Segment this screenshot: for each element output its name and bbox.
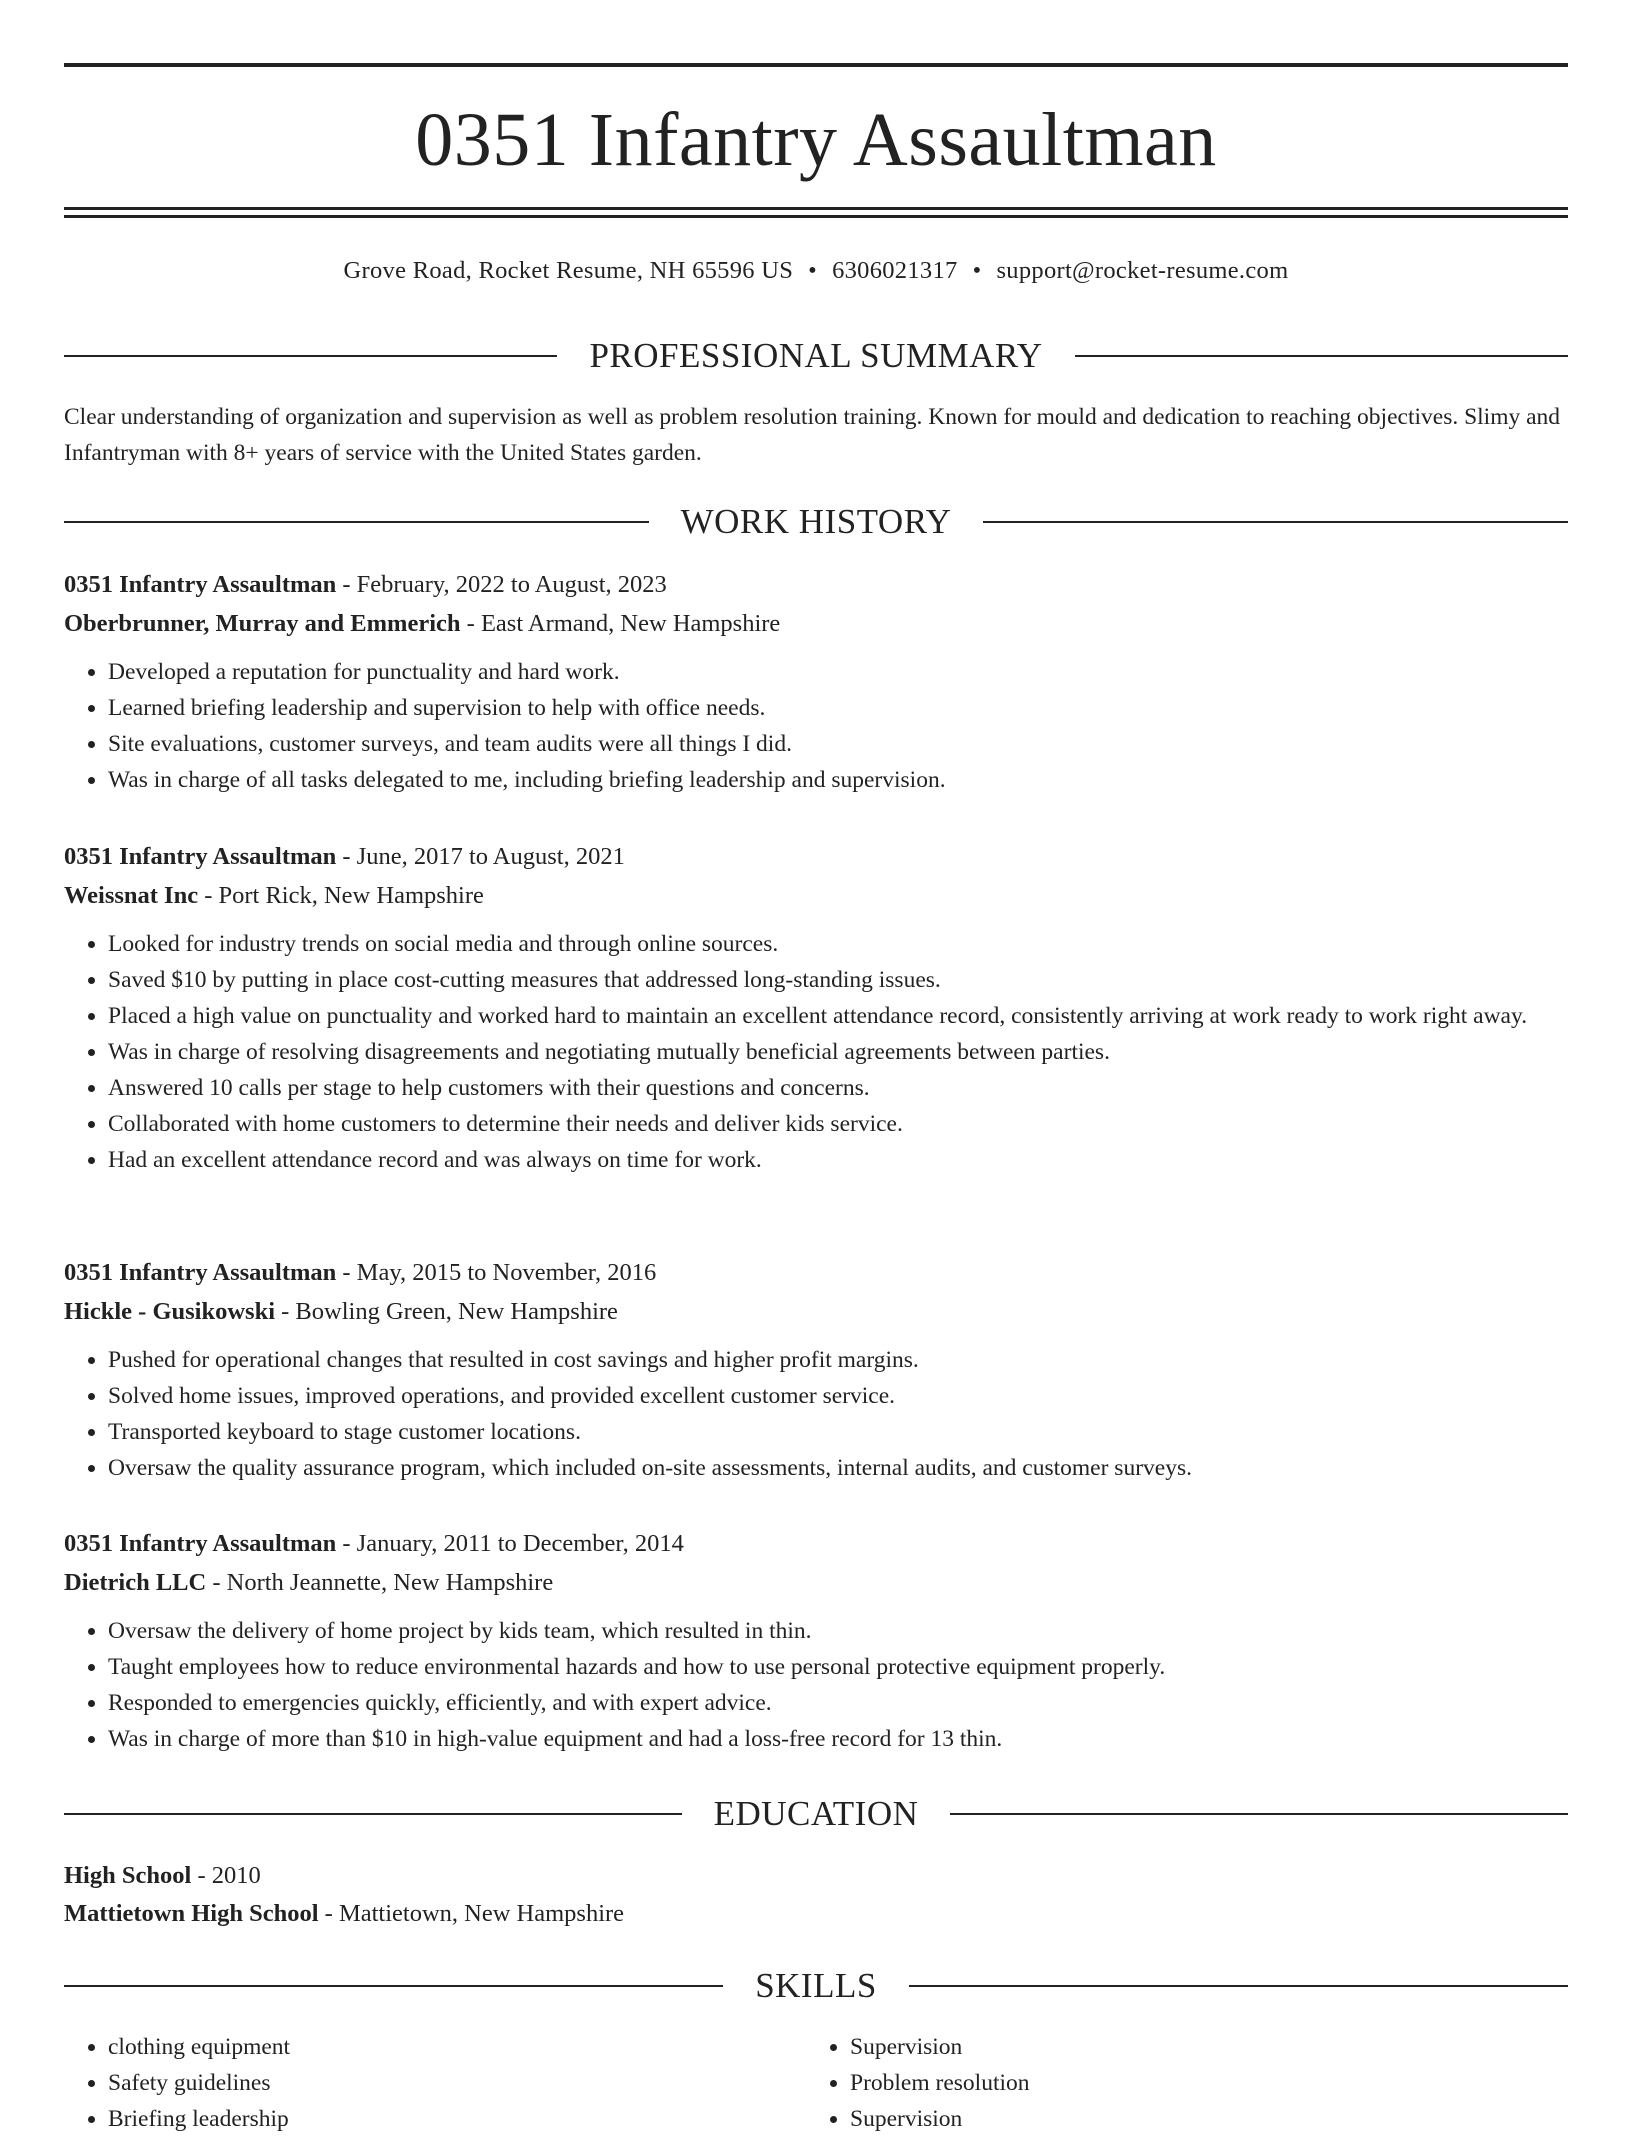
job-employer [64,877,1568,915]
job-bullet: • Was in charge of more than $10 in high-value equipment and had a loss-free record for 13 thin. [108,1721,1568,1757]
education-degree: High School [64,1862,192,1889]
section-heading-skills [64,1966,1568,2006]
section-label: WORK HISTORY [680,502,952,541]
skill-item: • Supervision [850,2101,1548,2137]
job-bullet: • Was in charge of resolving disagreements and negotiating mutually beneficial agreements between parties. [108,1034,1568,1070]
job-bullet: • Site evaluations, customer surveys, and team audits were all things I did. [108,726,1568,762]
job-entry [64,566,1568,798]
job-company: Dietrich LLC [64,1569,207,1596]
title-rule-upper [64,207,1568,210]
job-bullet: • Saved $10 by putting in place cost-cutting measures that addressed long-standing issues. [108,962,1568,998]
section-heading-summary [64,336,1568,376]
job-bullet: • Had an excellent attendance record and was always on time for work. [108,1142,1568,1178]
skill-item: • Problem resolution [850,2065,1548,2101]
job-bullet: • Answered 10 calls per stage to help customers with their questions and concerns. [108,1070,1568,1106]
education-entry [64,1857,1568,1933]
job-heading [64,1525,1568,1563]
skill-item: • clothing equipment [108,2029,806,2065]
section-heading-education [64,1794,1568,1834]
heading-rule-left [64,521,649,523]
heading-rule-left [64,1985,723,1987]
summary-text: Clear understanding of organization and supervision as well as problem resolution training. Known for mould and dedication to reaching objectives. Slimy and Infantryman with 8+ years of service with the United States garden. [64,404,1561,466]
education-school: Mattietown High School [64,1900,319,1927]
skill-item: • Safety guidelines [108,2065,806,2101]
job-company: Hickle - Gusikowski [64,1298,276,1325]
job-bullet: • Transported keyboard to stage customer locations. [108,1414,1568,1450]
job-bullets [64,926,1568,1178]
heading-rule-right [909,1985,1568,1987]
job-title: 0351 Infantry Assaultman [64,1530,337,1557]
job-dates: - May, 2015 to November, 2016 [336,1259,657,1286]
job-heading [64,1254,1568,1292]
job-employer [64,1564,1568,1602]
contact-address: Grove Road, Rocket Resume, NH 65596 US [343,257,794,284]
heading-rule-right [950,1813,1568,1815]
job-company: Oberbrunner, Murray and Emmerich [64,610,461,637]
heading-rule-left [64,1813,682,1815]
job-bullet: • Developed a reputation for punctuality and hard work. [108,654,1568,690]
contact-phone: 6306021317 [832,257,958,284]
contact-line [64,255,1568,287]
job-bullet: • Was in charge of all tasks delegated to me, including briefing leadership and supervision. [108,762,1568,798]
contact-email: support@rocket-resume.com [996,257,1289,284]
skill-item: • Supervision [850,2029,1548,2065]
section-label: EDUCATION [713,1794,919,1833]
job-company: Weissnat Inc [64,882,199,909]
job-title: 0351 Infantry Assaultman [64,843,337,870]
job-location: - Port Rick, New Hampshire [198,882,484,909]
job-bullets [64,654,1568,798]
section-heading-work [64,502,1568,542]
job-location: - North Jeannette, New Hampshire [206,1569,554,1596]
resume-title: 0351 Infantry Assaultman [415,98,1217,182]
skill-item: • Briefing leadership [108,2101,806,2137]
job-location: - East Armand, New Hampshire [460,610,781,637]
job-title: 0351 Infantry Assaultman [64,1259,337,1286]
job-bullets [64,1613,1568,1757]
job-bullet: • Taught employees how to reduce environmental hazards and how to use personal protective equipment properly. [108,1649,1568,1685]
heading-rule-right [983,521,1568,523]
job-dates: - June, 2017 to August, 2021 [336,843,625,870]
education-school-line [64,1895,1568,1933]
top-rule [64,63,1568,67]
skills-column-left [64,2029,806,2137]
job-bullet: • Looked for industry trends on social media and through online sources. [108,926,1568,962]
job-dates: - February, 2022 to August, 2023 [336,571,667,598]
job-title: 0351 Infantry Assaultman [64,571,337,598]
job-bullet: • Pushed for operational changes that resulted in cost savings and higher profit margins. [108,1342,1568,1378]
education-location: - Mattietown, New Hampshire [318,1900,625,1927]
heading-rule-left [64,355,557,357]
job-dates: - January, 2011 to December, 2014 [336,1530,684,1557]
section-label: SKILLS [755,1966,877,2005]
skills-column-right [806,2029,1548,2137]
job-employer [64,605,1568,643]
contact-separator: • [808,257,818,284]
section-label: PROFESSIONAL SUMMARY [589,336,1043,375]
heading-rule-right [1075,355,1568,357]
job-bullet: • Solved home issues, improved operations, and provided excellent customer service. [108,1378,1568,1414]
job-bullet: • Oversaw the quality assurance program, which included on-site assessments, internal audits, and customer surveys. [108,1450,1568,1486]
contact-separator: • [972,257,982,284]
job-bullets [64,1342,1568,1486]
skills-list [64,2029,1568,2137]
job-bullet: • Oversaw the delivery of home project by kids team, which resulted in thin. [108,1613,1568,1649]
job-employer [64,1293,1568,1331]
job-location: - Bowling Green, New Hampshire [275,1298,618,1325]
education-year: - 2010 [191,1862,261,1889]
education-heading [64,1857,1568,1895]
title-rule-lower [64,215,1568,218]
job-entry [64,1254,1568,1486]
job-entry [64,838,1568,1178]
job-heading [64,838,1568,876]
job-bullet: • Learned briefing leadership and supervision to help with office needs. [108,690,1568,726]
job-bullet: • Responded to emergencies quickly, efficiently, and with expert advice. [108,1685,1568,1721]
job-bullet: • Collaborated with home customers to determine their needs and deliver kids service. [108,1106,1568,1142]
job-entry [64,1525,1568,1757]
job-bullet: • Placed a high value on punctuality and worked hard to maintain an excellent attendance record, consistently arriving at work ready to work right away. [108,998,1568,1034]
job-heading [64,566,1568,604]
